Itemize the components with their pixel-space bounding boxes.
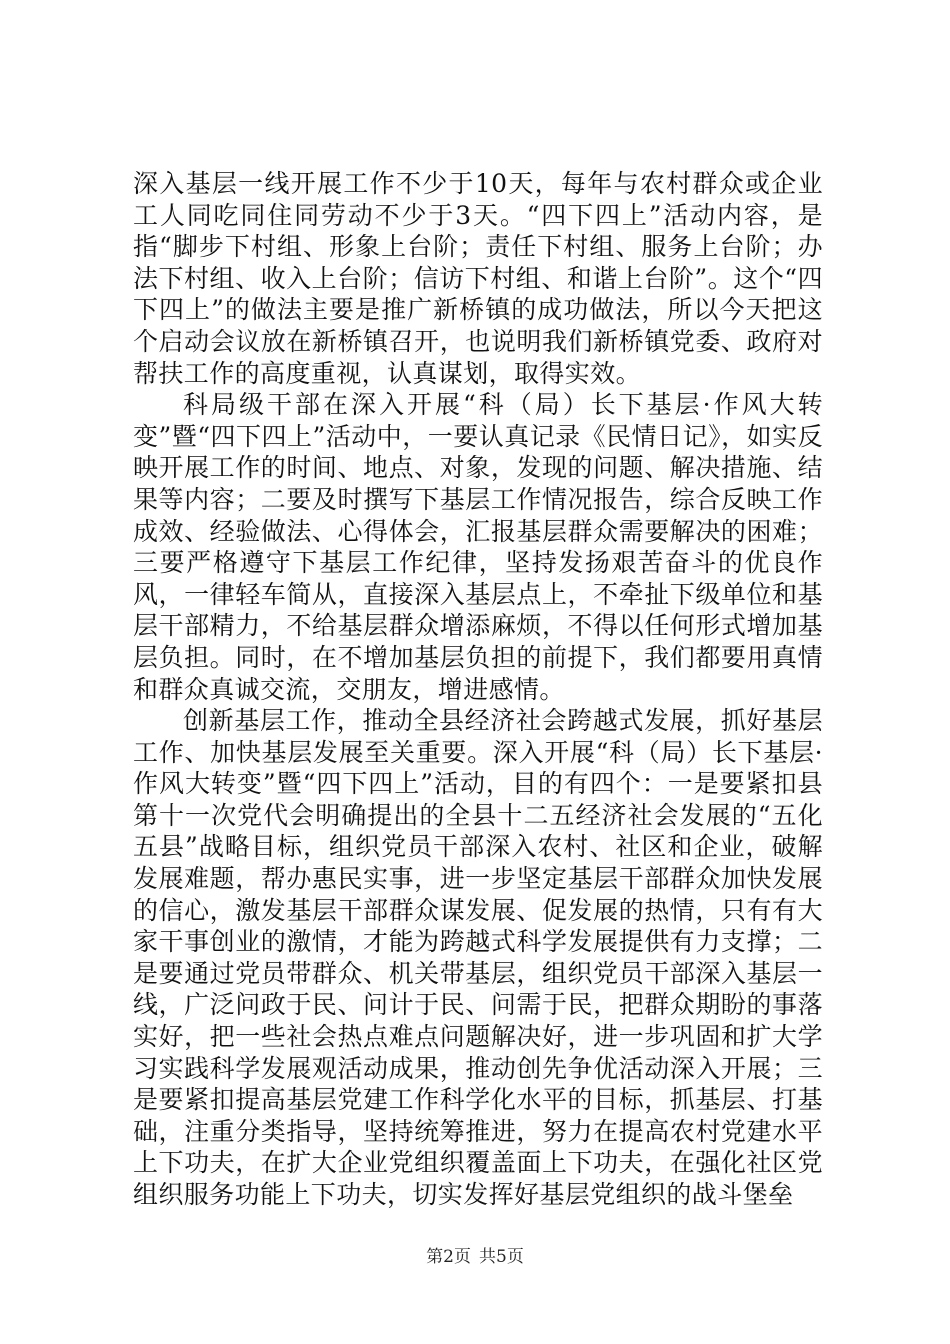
page-number: 第2页	[426, 1247, 471, 1267]
page-total: 共5页	[479, 1247, 524, 1267]
page-footer	[0, 1242, 950, 1267]
paragraph-3: 创新基层工作，推动全县经济社会跨越式发展，抓好基层工作、加快基层发展至关重要。深入开展“科（局）长下基层·作风大转变”暨“四下四上”活动，目的有四个：一是要紧扣县第十一次党代会明确提出的全县十二五经济社会发展的“五化五县”战略目标，组织党员干部深入农村、社区和企业，破解发展难题，帮办惠民实事，进一步坚定基层干部群众加快发展的信心，激发基层干部群众谋发展、促发展的热情，只有有大家干事创业的激情，才能为跨越式科学发展提供有力支撑；二是要通过党员带群众、机关带基层，组织党员干部深入基层一线，广泛问政于民、问计于民、问需于民，把群众期盼的事落实好，把一些社会热点难点问题解决好，进一步巩固和扩大学习实践科学发展观活动成果，推动创先争优活动深入开展；三是要紧扣提高基层党建工作科学化水平的目标，抓基层、打基础，注重分类指导，坚持统筹推进，努力在提高农村党建水平上下功夫，在扩大企业党组织覆盖面上下功夫，在强化社区党组织服务功能上下功夫，切实发挥好基层党组织的战斗堡垒	[133, 706, 823, 1209]
paragraph-1: 深入基层一线开展工作不少于10天，每年与农村群众或企业工人同吃同住同劳动不少于3天。“四下四上”活动内容，是指“脚步下村组、形象上台阶；责任下村组、服务上台阶；办法下村组、收入上台阶；信访下村组、和谐上台阶”。这个“四下四上”的做法主要是推广新桥镇的成功做法，所以今天把这个启动会议放在新桥镇召开，也说明我们新桥镇党委、政府对帮扶工作的高度重视，认真谋划，取得实效。	[133, 169, 823, 388]
paragraph-2: 科局级干部在深入开展“科（局）长下基层·作风大转变”暨“四下四上”活动中，一要认真记录《民情日记》，如实反映开展工作的时间、地点、对象，发现的问题、解决措施、结果等内容；二要及时撰写下基层工作情况报告，综合反映工作成效、经验做法、心得体会，汇报基层群众需要解决的困难；三要严格遵守下基层工作纪律，坚持发扬艰苦奋斗的优良作风，一律轻车简从，直接深入基层点上，不牵扯下级单位和基层干部精力，不给基层群众增添麻烦，不得以任何形式增加基层负担。同时，在不增加基层负担的前提下，我们都要用真情和群众真诚交流，交朋友，增进感情。	[133, 390, 823, 704]
document-body	[133, 168, 823, 1211]
